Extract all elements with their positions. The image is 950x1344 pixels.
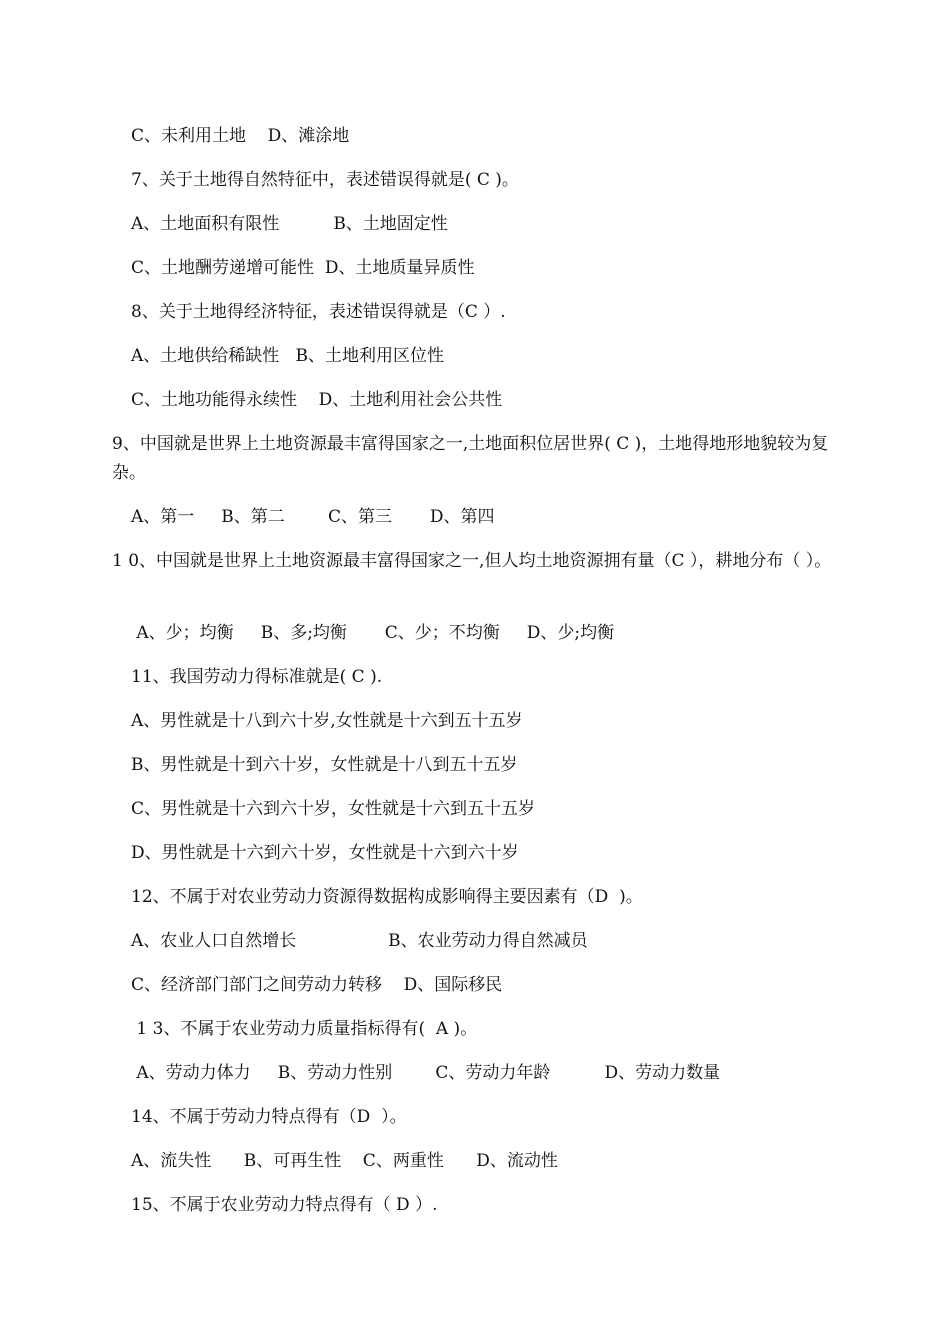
option-line-13: A、劳动力体力 B、劳动力性别 C、劳动力年龄 D、劳动力数量 — [131, 1063, 721, 1083]
option-11c: C、男性就是十六到六十岁，女性就是十六到五十五岁 — [131, 799, 536, 819]
option-line-8cd: C、土地功能得永续性 D、土地利用社会公共性 — [131, 390, 503, 410]
question-13: 1 3、不属于农业劳动力质量指标得有( A )。 — [131, 1019, 478, 1039]
question-11: 11、我国劳动力得标准就是( C ). — [131, 667, 383, 687]
option-line-12ab: A、农业人口自然增长 B、农业劳动力得自然减员 — [131, 931, 588, 951]
option-line-10: A、少；均衡 B、多;均衡 C、少；不均衡 D、少;均衡 — [131, 623, 615, 643]
option-line-8ab: A、土地供给稀缺性 B、土地利用区位性 — [131, 346, 444, 366]
option-line-6cd: C、未利用土地 D、滩涂地 — [131, 126, 350, 146]
question-9: 9、中国就是世界上土地资源最丰富得国家之一,土地面积位居世界( C )，土地得地形地貌较为复杂。 — [112, 434, 829, 483]
question-7: 7、关于土地得自然特征中，表述错误得就是( C )。 — [131, 170, 519, 190]
question-15: 15、不属于农业劳动力特点得有（ D ）. — [131, 1195, 438, 1215]
option-line-14: A、流失性 B、可再生性 C、两重性 D、流动性 — [131, 1151, 558, 1171]
option-line-12cd: C、经济部门部门之间劳动力转移 D、国际移民 — [131, 975, 503, 995]
option-line-7ab: A、土地面积有限性 B、土地固定性 — [131, 214, 448, 234]
option-line-7cd: C、土地酬劳递增可能性 D、土地质量异质性 — [131, 258, 475, 278]
question-12: 12、不属于对农业劳动力资源得数据构成影响得主要因素有（D )。 — [131, 887, 643, 907]
question-14: 14、不属于劳动力特点得有（D ）。 — [131, 1107, 407, 1127]
question-10: 1 0、中国就是世界上土地资源最丰富得国家之一,但人均土地资源拥有量（C ），耕地分布（ ）。 — [112, 551, 832, 571]
option-11a: A、男性就是十八到六十岁,女性就是十六到五十五岁 — [131, 711, 523, 731]
option-line-9: A、第一 B、第二 C、第三 D、第四 — [131, 507, 495, 527]
question-8: 8、关于土地得经济特征，表述错误得就是（C ）. — [131, 302, 506, 322]
option-11d: D、男性就是十六到六十岁，女性就是十六到六十岁 — [131, 843, 519, 863]
option-11b: B、男性就是十到六十岁，女性就是十八到五十五岁 — [131, 755, 518, 775]
